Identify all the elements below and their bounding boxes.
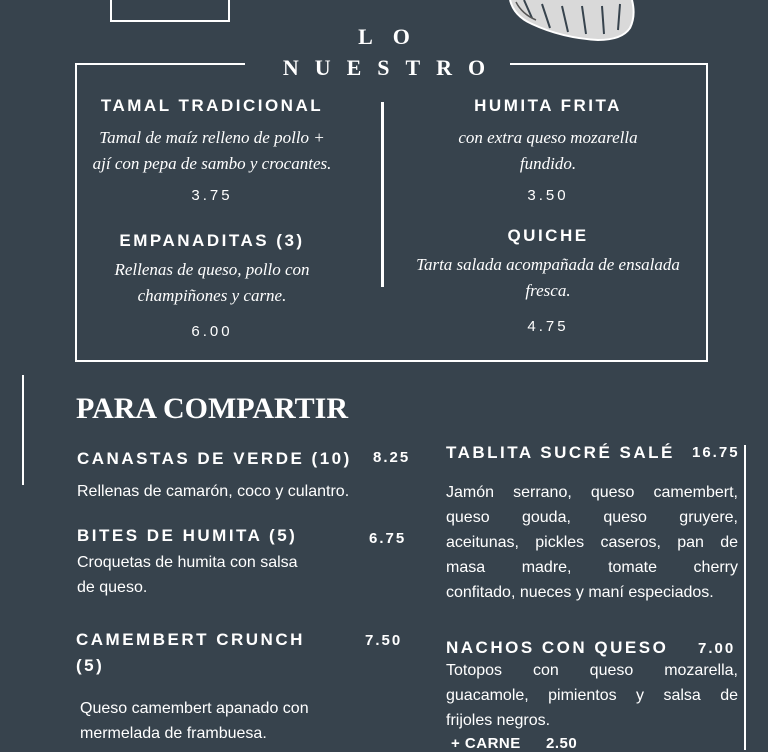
menu-item-desc: aceitunas, pickles caseros, pan de (446, 534, 738, 551)
menu-item-price: 3.50 (527, 187, 569, 204)
menu-item-desc: fundido. (519, 154, 577, 173)
frame-line (706, 63, 708, 361)
menu-item-desc: champiñones y carne. (137, 286, 287, 305)
frame-line (75, 360, 708, 362)
menu-item-price: 6.75 (369, 530, 407, 547)
section-title: PARA COMPARTIR (76, 392, 348, 425)
menu-item-name: QUICHE (507, 226, 589, 245)
menu-item-desc: frijoles negros. (446, 712, 551, 729)
right-rule (744, 445, 746, 750)
menu-item-name: HUMITA FRITA (474, 96, 622, 115)
menu-item-name: TABLITA SUCRÉ SALÉ (446, 443, 675, 462)
menu-item-price: 7.50 (365, 632, 403, 649)
menu-item-desc: Tarta salada acompañada de ensalada (416, 255, 680, 274)
menu-item-name: BITES DE HUMITA (5) (77, 526, 298, 545)
menu-item-price: 6.00 (191, 323, 233, 340)
menu-item-desc: Rellenas de queso, pollo con (114, 260, 310, 279)
menu-item-name: (5) (76, 656, 105, 675)
header-line-nuestro: NUESTRO (282, 55, 502, 80)
menu-item-desc: ají con pepa de sambo y crocantes. (92, 154, 332, 173)
menu-item-desc: de queso. (77, 579, 148, 596)
menu-item-desc: Totopos con queso mozarella, (446, 662, 738, 679)
left-rule (22, 375, 24, 485)
menu-item-name: NACHOS CON QUESO (446, 638, 669, 657)
menu-item-desc: Tamal de maíz relleno de pollo + (99, 128, 325, 147)
menu-item-desc: masa madre, tomate cherry (446, 559, 738, 576)
menu-item-name: EMPANADITAS (3) (119, 231, 305, 250)
menu-item-desc: mermelada de frambuesa. (80, 725, 267, 742)
menu-item-desc: guacamole, pimientos y salsa de (446, 687, 738, 704)
frame-line (510, 63, 708, 65)
frame-line (75, 63, 245, 65)
extra-option-label: + CARNE (451, 735, 521, 752)
header-line-lo: LO (358, 24, 430, 49)
menu-item-name: CANASTAS DE VERDE (10) (77, 449, 352, 468)
menu-item-price: 4.75 (527, 318, 569, 335)
frame-line (75, 63, 77, 361)
menu-item-name: CAMEMBERT CRUNCH (76, 630, 305, 649)
menu-item-desc: Rellenas de camarón, coco y culantro. (77, 483, 350, 500)
top-bracket-decoration (110, 0, 230, 22)
menu-item-price: 16.75 (692, 444, 740, 461)
menu-item-desc: con extra queso mozarella (458, 128, 638, 147)
menu-item-price: 7.00 (698, 640, 736, 657)
menu-item-desc: fresca. (525, 281, 571, 300)
menu-item-desc: Croquetas de humita con salsa (77, 554, 298, 571)
menu-item-price: 3.75 (191, 187, 233, 204)
extra-option-price: 2.50 (546, 735, 578, 752)
menu-item-desc: confitado, nueces y maní especiados. (446, 584, 714, 601)
column-divider (381, 102, 384, 287)
menu-item-desc: queso gouda, queso gruyere, (446, 509, 738, 526)
menu-item-desc: Queso camembert apanado con (80, 700, 309, 717)
menu-item-price: 8.25 (373, 449, 411, 466)
menu-item-desc: Jamón serrano, queso camembert, (446, 484, 738, 501)
menu-item-name: TAMAL TRADICIONAL (100, 96, 324, 115)
